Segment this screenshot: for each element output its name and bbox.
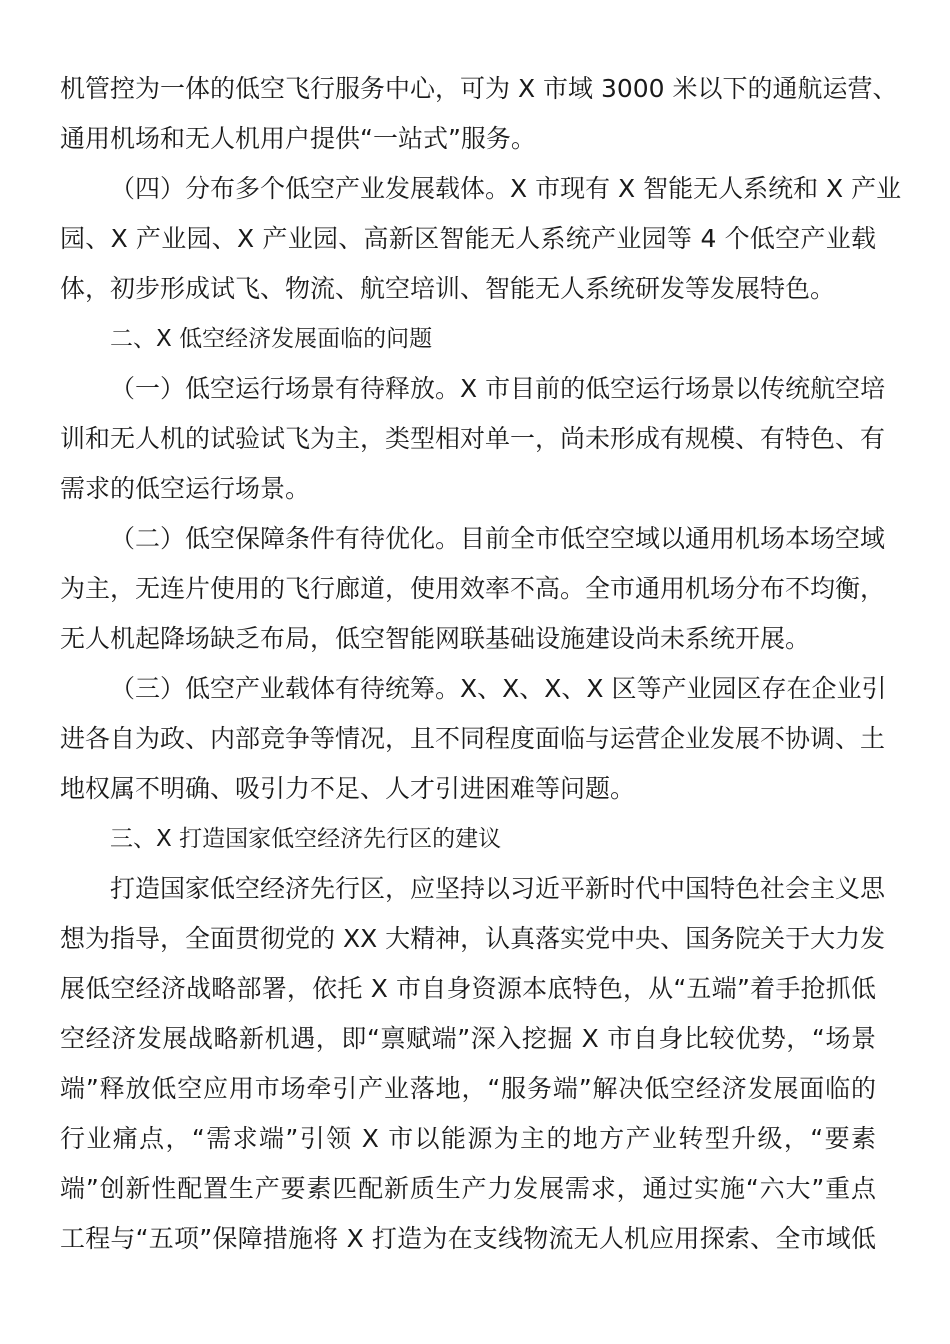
text-line: 无人机起降场缺乏布局，低空智能网联基础设施建设尚未系统开展。 (60, 624, 811, 653)
paragraph-first-line: 打造国家低空经济先行区，应坚持以习近平新时代中国特色社会主义思 (110, 874, 886, 903)
text-line: 地权属不明确、吸引力不足、人才引进困难等问题。 (60, 774, 636, 803)
text-line: 行业痛点，“需求端”引领 X 市以能源为主的地方产业转型升级，“要素 (60, 1124, 876, 1153)
text-line: 端”释放低空应用市场牵引产业落地，“服务端”解决低空经济发展面临的 (60, 1074, 876, 1103)
text-line: 通用机场和无人机用户提供“一站式”服务。 (60, 124, 536, 153)
paragraph-first-line: （三）低空产业载体有待统筹。X、X、X、X 区等产业园区存在企业引 (110, 674, 887, 703)
text-line: 需求的低空运行场景。 (60, 474, 311, 503)
text-line: 进各自为政、内部竞争等情况，且不同程度面临与运营企业发展不协调、土 (60, 724, 886, 753)
paragraph-first-line: （一）低空运行场景有待释放。X 市目前的低空运行场景以传统航空培 (110, 374, 886, 403)
text-line: 工程与“五项”保障措施将 X 打造为在支线物流无人机应用探索、全市域低 (60, 1224, 876, 1253)
text-line: 训和无人机的试验试飞为主，类型相对单一，尚未形成有规模、有特色、有 (60, 424, 886, 453)
text-line: 机管控为一体的低空飞行服务中心，可为 X 市域 3000 米以下的通航运营、 (60, 74, 898, 103)
text-line: 端”创新性配置生产要素匹配新质生产力发展需求，通过实施“六大”重点 (60, 1174, 876, 1203)
text-line: 空经济发展战略新机遇，即“禀赋端”深入挖掘 X 市自身比较优势，“场景 (60, 1024, 876, 1053)
text-line: 想为指导，全面贯彻党的 XX 大精神，认真落实党中央、国务院关于大力发 (60, 924, 886, 953)
section-heading: 二、X 低空经济发展面临的问题 (110, 326, 433, 352)
text-line: 展低空经济战略部署，依托 X 市自身资源本底特色，从“五端”着手抢抓低 (60, 974, 876, 1003)
text-line: 为主，无连片使用的飞行廊道，使用效率不高。全市通用机场分布不均衡， (60, 574, 886, 603)
paragraph-first-line: （四）分布多个低空产业发展载体。X 市现有 X 智能无人系统和 X 产业 (110, 174, 902, 203)
text-line: 园、X 产业园、X 产业园、高新区智能无人系统产业园等 4 个低空产业载 (60, 224, 876, 253)
section-heading: 三、X 打造国家低空经济先行区的建议 (110, 826, 502, 852)
text-line: 体，初步形成试飞、物流、航空培训、智能无人系统研发等发展特色。 (60, 274, 836, 303)
paragraph-first-line: （二）低空保障条件有待优化。目前全市低空空域以通用机场本场空域 (110, 524, 886, 553)
